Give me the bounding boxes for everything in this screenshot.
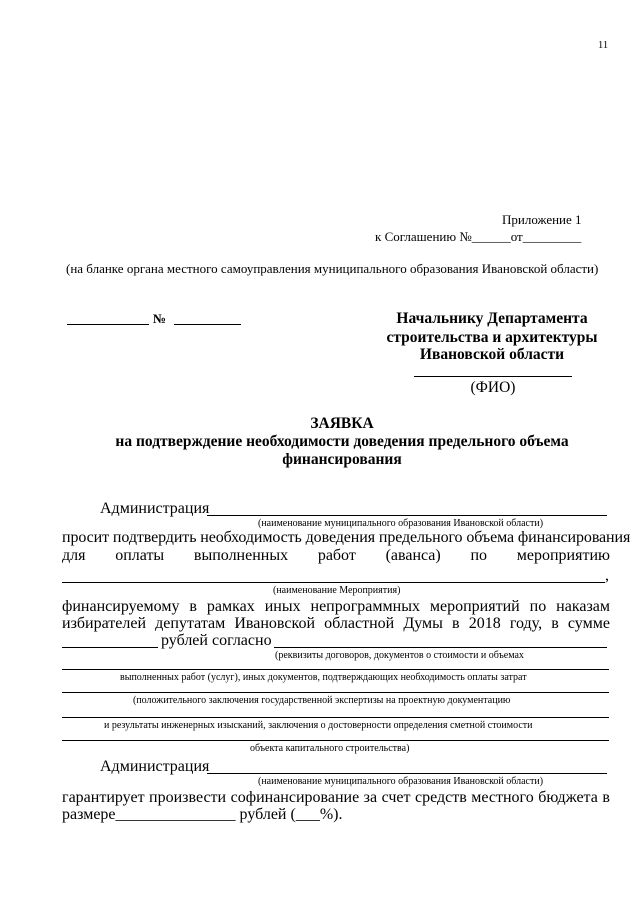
word: в: [452, 615, 460, 632]
fio-caption: (ФИО): [470, 379, 516, 396]
word: по: [470, 547, 488, 564]
word: бюджета: [538, 789, 598, 806]
comma: ,: [605, 567, 609, 584]
works-caption: выполненных работ (услуг), иных документов, подтверждающих необходимость оплаты затрат: [120, 672, 527, 683]
expertise-field[interactable]: [62, 692, 609, 693]
page-number: 11: [598, 40, 609, 51]
guarantee-line: [62, 789, 610, 807]
administration-label-2: Администрация: [100, 758, 210, 775]
word: средств: [414, 789, 467, 806]
word: произвести: [149, 789, 227, 806]
word: в: [551, 615, 559, 632]
word: мероприятию: [516, 547, 610, 564]
word: рамках: [206, 598, 255, 615]
word: наказам: [556, 598, 610, 615]
addressee-line-3: Ивановской области: [419, 346, 565, 363]
word: по: [529, 598, 547, 615]
request-line: просит подтвердить необходимость доведения предельного объема финансирования: [62, 529, 631, 546]
works-field[interactable]: [62, 669, 609, 670]
documents-field[interactable]: [274, 647, 607, 648]
document-subtitle-2: финансирования: [282, 451, 402, 468]
object-caption: объекта капитального строительства): [250, 743, 410, 754]
word: Ивановской: [234, 615, 316, 632]
expertise-caption: (положительного заключения государственной экспертизы на проектную документацию: [133, 695, 511, 706]
administration-label: Администрация: [100, 500, 210, 517]
outgoing-number-field[interactable]: [174, 324, 241, 325]
word: для: [62, 547, 86, 564]
document-subtitle-1: на подтверждение необходимости доведения предельного объема: [115, 433, 569, 450]
surveys-caption: и результаты инженерных изысканий, заключения о достоверности определения сметной стоимости: [104, 720, 533, 731]
word: за: [363, 789, 378, 806]
word: оплаты: [115, 547, 165, 564]
rubles-according-label: рублей согласно: [161, 632, 272, 649]
word: работ: [317, 547, 356, 564]
word: софинансирование: [230, 789, 360, 806]
word: депутатам: [155, 615, 226, 632]
appendix-label: Приложение 1: [502, 212, 582, 227]
word: 2018: [468, 615, 501, 632]
word: гарантирует: [62, 789, 145, 806]
payment-line: [62, 547, 610, 565]
municipality-name-field[interactable]: [207, 515, 607, 516]
cofinancing-amount-line: размере_______________ рублей (___%).: [62, 806, 343, 823]
word: иных: [264, 598, 301, 615]
addressee-line-2: строительства и архитектуры: [386, 329, 598, 346]
financed-line: [62, 598, 610, 616]
word: непрограммных: [310, 598, 420, 615]
word: сумме: [567, 615, 610, 632]
word: Думы: [403, 615, 443, 632]
municipality-caption: (наименование муниципального образования Ивановской области): [258, 518, 544, 529]
word: избирателей: [62, 615, 147, 632]
word: выполненных: [193, 547, 289, 564]
document-title: ЗАЯВКА: [310, 415, 374, 432]
addressee-line-1: Начальнику Департамента: [396, 310, 588, 327]
municipality-name-field-2[interactable]: [207, 773, 607, 774]
word: областной: [324, 615, 395, 632]
outgoing-date-field[interactable]: [67, 324, 149, 325]
letterhead-note: (на бланке органа местного самоуправления муниципального образования Ивановской области): [66, 261, 599, 276]
event-caption: (наименование Мероприятия): [273, 585, 401, 596]
word: финансируемому: [62, 598, 180, 615]
municipality-caption-2: (наименование муниципального образования Ивановской области): [258, 776, 544, 787]
event-name-field[interactable]: [62, 582, 605, 583]
agreement-reference: к Соглашению №______от_________: [375, 229, 582, 244]
word: счет: [381, 789, 411, 806]
word: местного: [471, 789, 534, 806]
object-field[interactable]: [62, 740, 609, 741]
word: мероприятий: [429, 598, 520, 615]
word: году,: [509, 615, 543, 632]
number-sign: №: [153, 311, 167, 326]
voters-line: [62, 615, 610, 633]
contracts-caption: (реквизиты договоров, документов о стоимости и объемах: [275, 650, 524, 661]
amount-field[interactable]: [62, 647, 158, 648]
word: (аванса): [385, 547, 441, 564]
word: в: [602, 789, 610, 806]
surveys-field[interactable]: [62, 717, 609, 718]
word: в: [189, 598, 197, 615]
addressee-fio-field[interactable]: [414, 376, 572, 377]
